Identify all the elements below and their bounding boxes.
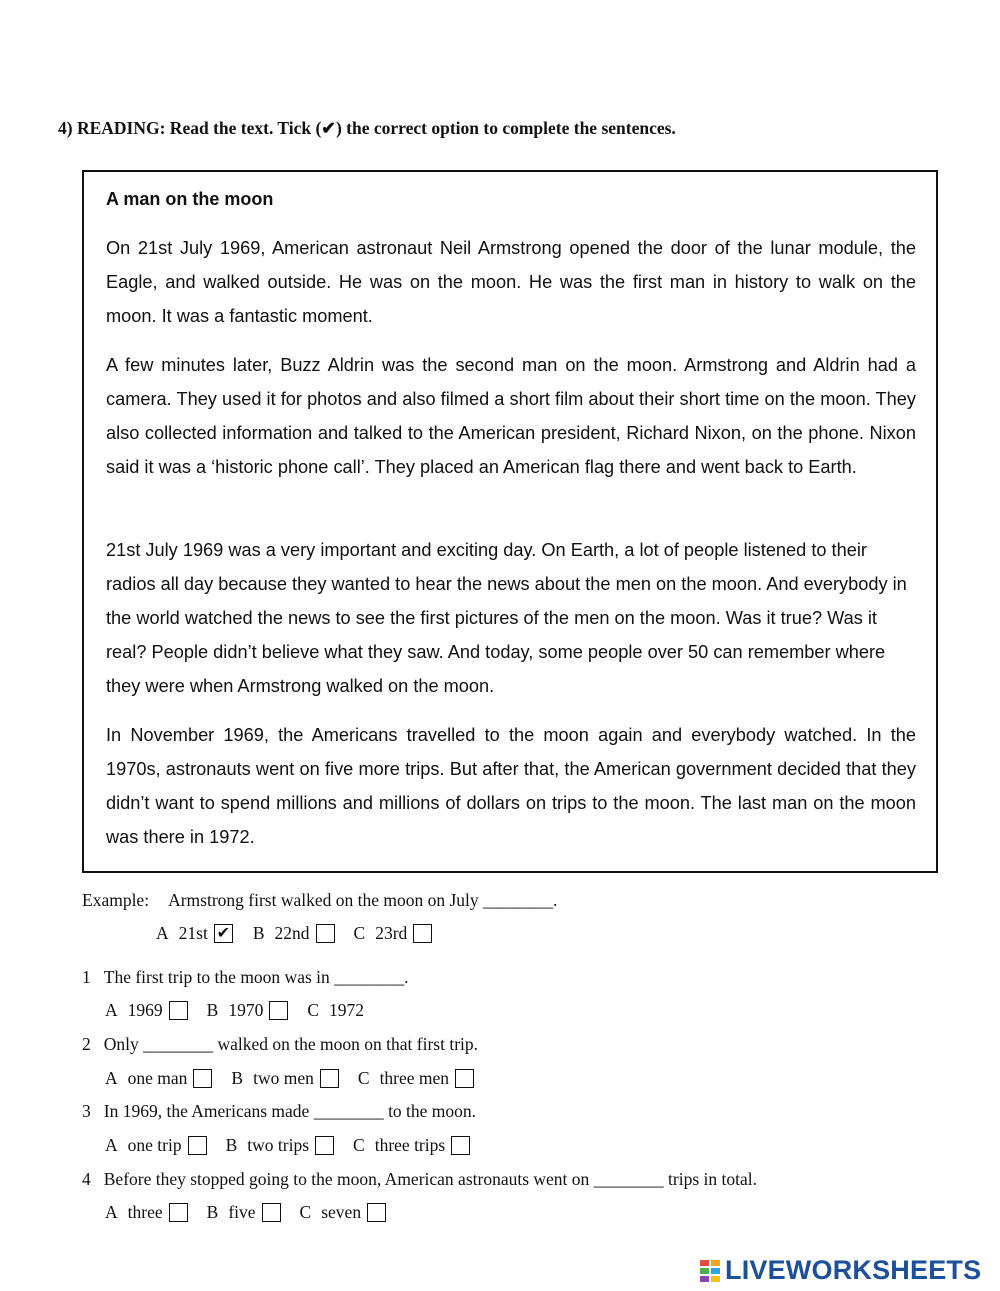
- logo-tile: [710, 1275, 721, 1283]
- example-question: [82, 890, 557, 911]
- question-4-options: [105, 1202, 386, 1223]
- option-b: [207, 1000, 289, 1021]
- logo-tile: [710, 1259, 721, 1267]
- example-option-c: [354, 923, 433, 944]
- option-b: [231, 1068, 338, 1089]
- option-text: three men: [379, 1068, 450, 1088]
- option-letter: C: [299, 1202, 312, 1222]
- option-text: three: [127, 1202, 163, 1222]
- tick-box[interactable]: [315, 1136, 334, 1155]
- option-a: [105, 1135, 207, 1156]
- option-letter: A: [156, 923, 169, 943]
- question-text: In 1969, the Americans made ________ to the moon.: [103, 1101, 477, 1121]
- tick-box[interactable]: [320, 1069, 339, 1088]
- question-text: Before they stopped going to the moon, American astronauts went on ________ trips in total.: [103, 1169, 757, 1189]
- question-1-options: [105, 1000, 370, 1021]
- tick-box[interactable]: [262, 1203, 281, 1222]
- reading-paragraph: A few minutes later, Buzz Aldrin was the second man on the moon. Armstrong and Aldrin had a camera. They used it for photos and also filmed a short film about their short time on the moon. They also collected information and talked to the American president, Richard Nixon, on the phone. Nixon said it was a ‘historic phone call’. They placed an American flag there and went back to Earth.: [106, 355, 916, 477]
- question-number: 2: [82, 1034, 91, 1054]
- question-3: [82, 1101, 476, 1122]
- example-option-b: [253, 923, 335, 944]
- option-letter: A: [105, 1000, 118, 1020]
- liveworksheets-watermark: [699, 1255, 981, 1286]
- option-b: [226, 1135, 334, 1156]
- tick-box[interactable]: [451, 1136, 470, 1155]
- question-4: [82, 1169, 757, 1190]
- option-text: five: [228, 1202, 256, 1222]
- liveworksheets-logo-text: LIVEWORKSHEETS: [725, 1255, 982, 1285]
- option-text: 1972: [329, 1000, 365, 1020]
- example-label: Example:: [82, 890, 150, 910]
- option-letter: C: [307, 1000, 320, 1020]
- option-a: [105, 1068, 212, 1089]
- question-3-options: [105, 1135, 470, 1156]
- option-letter: B: [206, 1202, 219, 1222]
- option-c: [300, 1202, 387, 1223]
- instruction-heading: 4) READING: Read the text. Tick (✔) the correct option to complete the sentences.: [58, 118, 676, 138]
- question-number: 4: [82, 1169, 91, 1189]
- option-letter: B: [206, 1000, 219, 1020]
- logo-tile: [699, 1259, 710, 1267]
- option-letter: B: [225, 1135, 238, 1155]
- tick-box[interactable]: [367, 1203, 386, 1222]
- option-text: seven: [321, 1202, 362, 1222]
- question-number: 1: [82, 967, 91, 987]
- tick-box[interactable]: [188, 1136, 207, 1155]
- logo-tile: [699, 1275, 710, 1283]
- question-2: [82, 1034, 478, 1055]
- liveworksheets-logo-icon: [699, 1259, 721, 1283]
- example-options: [156, 923, 432, 944]
- option-b: [207, 1202, 281, 1223]
- question-text: The first trip to the moon was in ________.: [103, 967, 409, 987]
- option-text: three trips: [374, 1135, 446, 1155]
- option-text: two trips: [247, 1135, 310, 1155]
- tick-box[interactable]: [169, 1001, 188, 1020]
- option-letter: C: [353, 1135, 365, 1155]
- tick-box[interactable]: [413, 924, 432, 943]
- option-text: 1970: [228, 1000, 264, 1020]
- reading-title: A man on the moon: [106, 189, 274, 209]
- option-text: 1969: [127, 1000, 163, 1020]
- question-2-options: [105, 1068, 474, 1089]
- question-text: Only ________ walked on the moon on that first trip.: [103, 1034, 479, 1054]
- tick-box[interactable]: [316, 924, 335, 943]
- tick-box[interactable]: [455, 1069, 474, 1088]
- option-text: 22nd: [274, 923, 310, 943]
- tick-box[interactable]: [169, 1203, 188, 1222]
- tick-box-checked[interactable]: ✔: [214, 924, 233, 943]
- option-text: two men: [253, 1068, 314, 1088]
- option-text: 23rd: [375, 923, 408, 943]
- question-1: [82, 967, 409, 988]
- tick-box[interactable]: [193, 1069, 212, 1088]
- option-letter: B: [231, 1068, 244, 1088]
- example-option-a: [156, 923, 233, 944]
- option-text: one man: [127, 1068, 188, 1088]
- option-c: [353, 1135, 470, 1156]
- option-c: [358, 1068, 474, 1089]
- logo-tile: [710, 1267, 721, 1275]
- option-c: [307, 1000, 370, 1021]
- option-text: 21st: [178, 923, 208, 943]
- logo-tile: [699, 1267, 710, 1275]
- reading-paragraph: 21st July 1969 was a very important and exciting day. On Earth, a lot of people listened to their radios all day because they wanted to hear the news about the men on the moon. And everybody in the world watched the news to see the first pictures of the men on the moon. Was it true? Was it real? People didn’t believe what they saw. And today, some people over 50 can remember where they were when Armstrong walked on the moon.: [106, 540, 907, 696]
- option-letter: A: [105, 1202, 118, 1222]
- option-letter: B: [252, 923, 265, 943]
- reading-paragraph: In November 1969, the Americans travelled to the moon again and everybody watched. In the 1970s, astronauts went on five more trips. But after that, the American government decided that they didn’t want to spend millions and millions of dollars on trips to the moon. The last man on the moon was there in 1972.: [106, 725, 916, 847]
- option-letter: C: [353, 923, 366, 943]
- option-letter: C: [357, 1068, 370, 1088]
- option-a: [105, 1202, 188, 1223]
- question-number: 3: [82, 1101, 91, 1121]
- tick-box[interactable]: [269, 1001, 288, 1020]
- option-a: [105, 1000, 188, 1021]
- example-text: Armstrong first walked on the moon on July ________.: [168, 890, 558, 910]
- reading-text-box: [82, 170, 938, 873]
- option-letter: A: [105, 1068, 118, 1088]
- option-letter: A: [105, 1135, 118, 1155]
- option-text: one trip: [127, 1135, 182, 1155]
- reading-paragraph: On 21st July 1969, American astronaut Neil Armstrong opened the door of the lunar module, the Eagle, and walked outside. He was on the moon. He was the first man in history to walk on the moon. It was a fantastic moment.: [106, 238, 916, 326]
